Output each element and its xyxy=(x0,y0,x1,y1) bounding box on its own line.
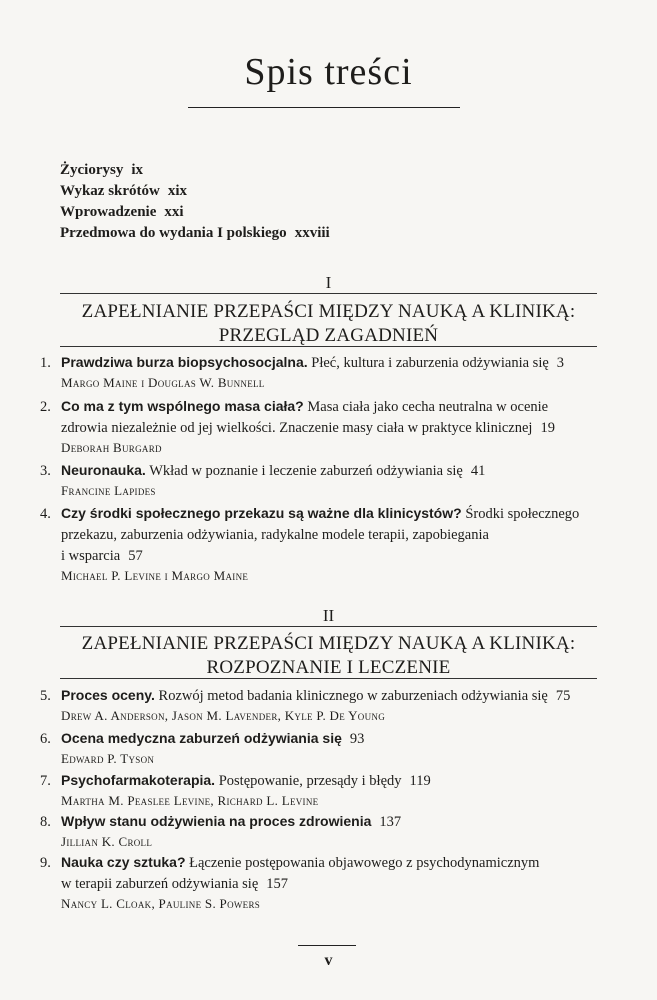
front-matter-label: Wprowadzenie xyxy=(60,204,157,220)
chapter-subtitle: Łączenie postępowania objawowego z psychodynamicznym xyxy=(189,855,540,871)
chapter-authors: Michael P. Levine i Margo Maine xyxy=(61,568,249,583)
title-rule xyxy=(188,107,460,108)
front-matter-label: Przedmowa do wydania I polskiego xyxy=(60,225,287,241)
chapter-subtitle: przekazu, zaburzenia odżywiania, radykalne modele terapii, zapobiegania xyxy=(61,527,489,543)
chapter-authors: Deborah Burgard xyxy=(61,440,162,455)
chapter-entry[interactable] xyxy=(40,460,620,500)
front-matter-label: Wykaz skrótów xyxy=(60,183,160,199)
chapter-entry[interactable] xyxy=(40,503,620,585)
part-rule xyxy=(60,678,597,679)
chapter-authors: Edward P. Tyson xyxy=(61,751,155,766)
front-matter-label: Życiorysy xyxy=(60,162,124,178)
chapter-subtitle: w terapii zaburzeń odżywiania się xyxy=(61,876,259,892)
chapter-authors: Margo Maine i Douglas W. Bunnell xyxy=(61,375,265,390)
page-title: Spis treści xyxy=(244,51,413,93)
folio-rule xyxy=(298,945,356,946)
chapter-page: 157 xyxy=(266,876,289,892)
chapter-subtitle: Środki społecznego xyxy=(465,506,580,522)
chapter-authors: Jillian K. Croll xyxy=(61,834,153,849)
chapter-authors: Martha M. Peaslee Levine, Richard L. Levine xyxy=(61,793,319,808)
chapter-number: 3. xyxy=(40,463,51,479)
chapter-entry[interactable] xyxy=(40,728,620,768)
chapter-title: Nauka czy sztuka? xyxy=(61,854,186,870)
chapter-authors: Drew A. Anderson, Jason M. Lavender, Kyle P. De Young xyxy=(61,708,385,723)
chapter-entry[interactable] xyxy=(40,770,620,810)
chapter-page: 93 xyxy=(349,731,365,747)
front-matter-page: xxi xyxy=(164,204,184,220)
chapter-page: 119 xyxy=(409,773,431,789)
chapter-entry[interactable] xyxy=(40,352,620,392)
front-matter-page: xxviii xyxy=(294,225,330,241)
chapter-title: Co ma z tym wspólnego masa ciała? xyxy=(61,398,304,414)
part-title xyxy=(0,300,657,348)
chapter-entry[interactable] xyxy=(40,685,620,725)
chapter-number: 9. xyxy=(40,855,51,871)
chapter-title: Psychofarmakoterapia. xyxy=(61,772,216,788)
chapter-page: 3 xyxy=(556,355,565,371)
chapter-authors: Francine Lapides xyxy=(61,483,156,498)
front-matter-item[interactable] xyxy=(60,202,330,223)
part-title-line: PRZEGLĄD ZAGADNIEŃ xyxy=(218,325,439,346)
part-title-line: ZAPEŁNIANIE PRZEPAŚCI MIĘDZY NAUKĄ A KLINIKĄ: xyxy=(81,633,576,654)
part-number: I xyxy=(325,273,332,292)
chapter-page: 75 xyxy=(555,688,571,704)
chapter-subtitle: i wsparcia xyxy=(61,548,121,564)
chapter-entry[interactable] xyxy=(40,811,620,851)
page-number: v xyxy=(324,952,333,969)
chapter-page: 137 xyxy=(379,814,402,830)
chapter-page: 57 xyxy=(128,548,143,564)
chapter-page: 41 xyxy=(470,463,486,479)
chapter-subtitle: Wkład w poznanie i leczenie zaburzeń odżywiania się xyxy=(149,463,463,479)
front-matter-page: xix xyxy=(167,183,188,199)
chapter-page: 19 xyxy=(540,420,555,436)
front-matter-list xyxy=(60,160,330,244)
chapter-subtitle: Rozwój metod badania klinicznego w zaburzeniach odżywiania się xyxy=(158,688,548,704)
front-matter-item[interactable] xyxy=(60,181,330,202)
part-title xyxy=(0,632,657,680)
chapter-number: 8. xyxy=(40,814,51,830)
part-number: II xyxy=(322,606,335,625)
chapter-number: 4. xyxy=(40,506,51,522)
chapter-subtitle: zdrowia niezależnie od jej wielkości. Znaczenie masy ciała w praktyce klinicznej xyxy=(61,420,533,436)
chapter-number: 2. xyxy=(40,399,51,415)
chapter-subtitle: Płeć, kultura i zaburzenia odżywiania się xyxy=(311,355,549,371)
chapter-entry[interactable] xyxy=(40,396,620,457)
front-matter-item[interactable] xyxy=(60,223,330,244)
chapter-subtitle: Postępowanie, przesądy i błędy xyxy=(218,773,402,789)
chapter-title: Neuronauka. xyxy=(61,462,146,478)
front-matter-item[interactable] xyxy=(60,160,330,181)
part-rule xyxy=(60,346,597,347)
chapter-subtitle: Masa ciała jako cecha neutralna w ocenie xyxy=(307,399,549,415)
part-rule xyxy=(60,626,597,627)
chapter-title: Wpływ stanu odżywienia na proces zdrowienia xyxy=(61,813,372,829)
chapter-title: Prawdziwa burza biopsychosocjalna. xyxy=(61,354,308,370)
chapter-number: 5. xyxy=(40,688,51,704)
chapter-title: Czy środki społecznego przekazu są ważne dla klinicystów? xyxy=(61,505,462,521)
chapter-authors: Nancy L. Cloak, Pauline S. Powers xyxy=(61,896,261,911)
chapter-number: 7. xyxy=(40,773,51,789)
chapter-number: 1. xyxy=(40,355,51,371)
chapter-title: Ocena medyczna zaburzeń odżywiania się xyxy=(61,730,342,746)
part-title-line: ROZPOZNANIE I LECZENIE xyxy=(206,657,451,678)
chapter-title: Proces oceny. xyxy=(61,687,155,703)
chapter-entry[interactable] xyxy=(40,852,620,913)
front-matter-page: ix xyxy=(131,162,143,178)
chapter-number: 6. xyxy=(40,731,51,747)
part-rule xyxy=(60,293,597,294)
part-title-line: ZAPEŁNIANIE PRZEPAŚCI MIĘDZY NAUKĄ A KLINIKĄ: xyxy=(81,301,576,322)
